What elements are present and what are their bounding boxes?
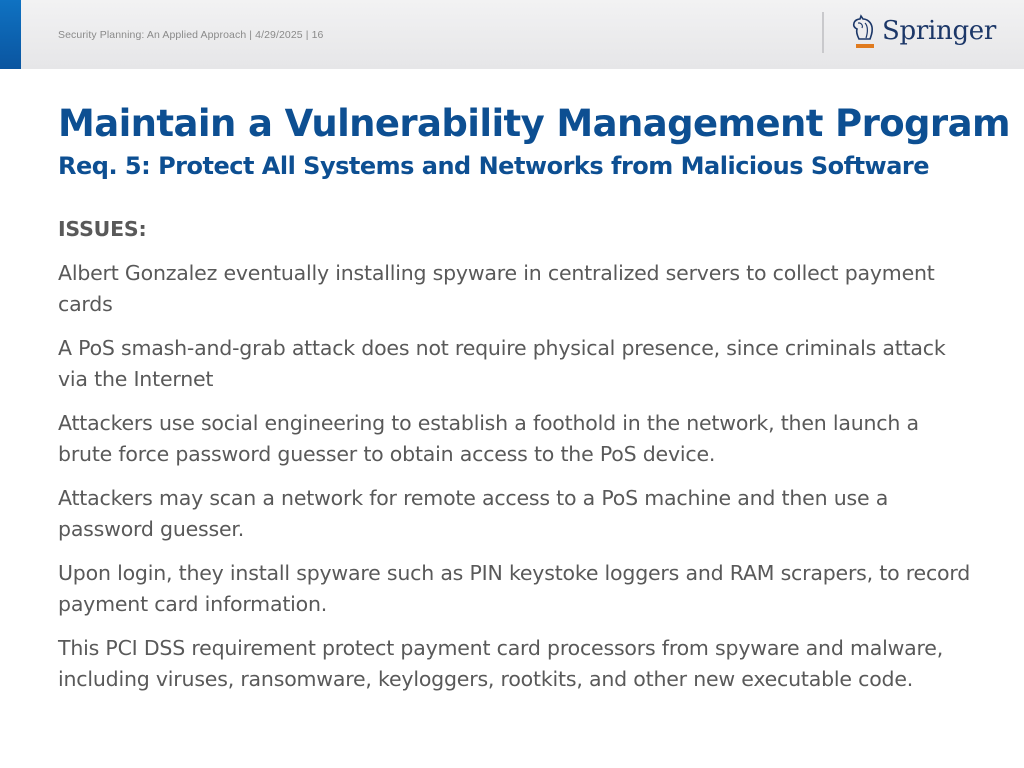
issue-paragraph: A PoS smash-and-grab attack does not require physical presence, since criminals attack via the Internet	[58, 336, 946, 391]
springer-wordmark: Springer	[882, 16, 997, 46]
springer-logo	[850, 14, 996, 54]
slide-body	[58, 214, 978, 708]
knight-horse-icon	[850, 14, 878, 50]
issue-paragraph: Albert Gonzalez eventually installing spyware in centralized servers to collect payment cards	[58, 261, 935, 316]
issue-paragraph: Attackers may scan a network for remote access to a PoS machine and then use a password guesser.	[58, 486, 889, 541]
slide-footer-text: Security Planning: An Applied Approach | 4/29/2025 | 16	[58, 29, 324, 41]
issue-paragraph: This PCI DSS requirement protect payment card processors from spyware and malware, including viruses, ransomware, keyloggers, rootkits, and other new executable code.	[58, 636, 944, 691]
slide-subtitle: Req. 5: Protect All Systems and Networks from Malicious Software	[58, 152, 930, 180]
issue-paragraph: Upon login, they install spyware such as PIN keystoke loggers and RAM scrapers, to record payment card information.	[58, 561, 971, 616]
accent-bar	[0, 0, 21, 69]
header-divider	[822, 12, 824, 53]
slide-title: Maintain a Vulnerability Management Program	[58, 102, 1010, 145]
issue-paragraph: Attackers use social engineering to establish a foothold in the network, then launch a brute force password guesser to obtain access to the PoS device.	[58, 411, 919, 466]
issues-heading: ISSUES:	[58, 217, 147, 241]
slide-header	[0, 0, 1024, 69]
